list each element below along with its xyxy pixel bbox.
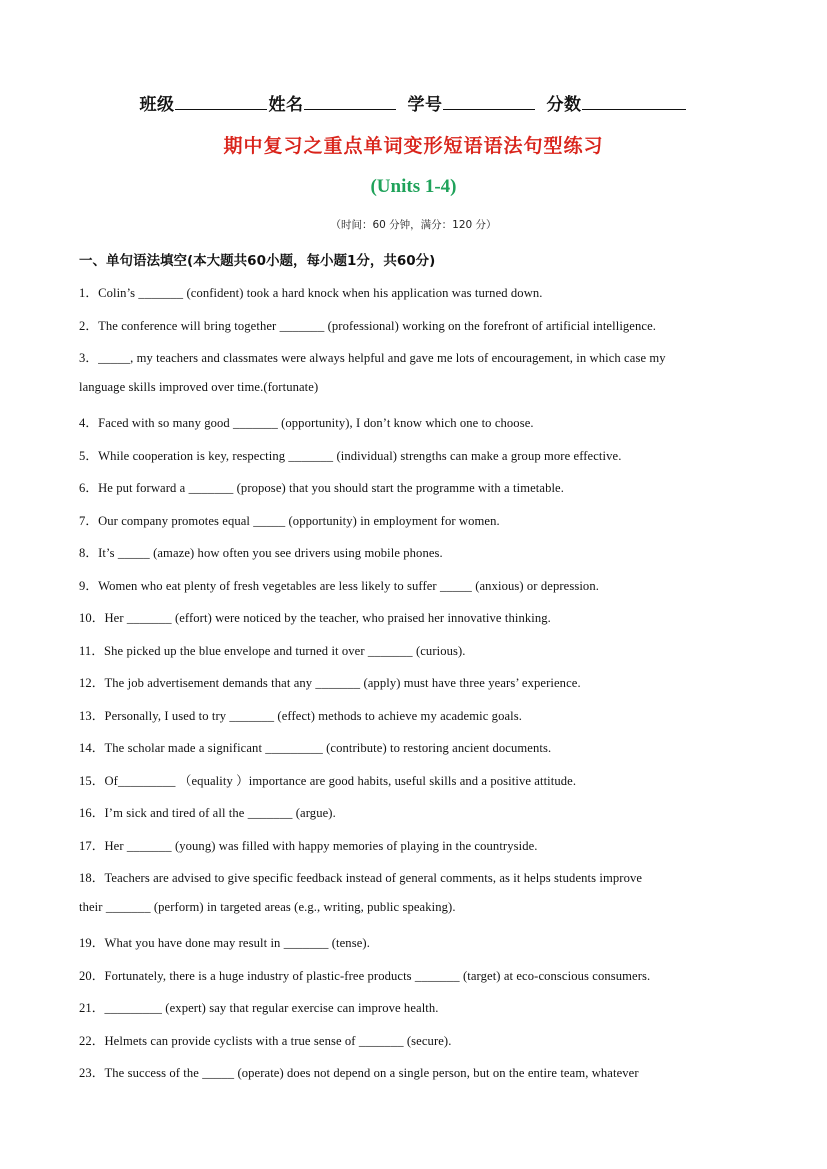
question-line: 2．The conference will bring together _______ (professional) working on the forefront of artificial intelligence. xyxy=(79,319,657,333)
question-line: 3．_____, my teachers and classmates were always helpful and gave me lots of encouragement, in which case my xyxy=(79,351,666,365)
question-line: 17．Her _______ (young) was filled with happy memories of playing in the countryside. xyxy=(79,839,538,853)
student-id-label: 学号 xyxy=(407,95,443,115)
section-title: 一、单句语法填空(本大题共60小题，每小题1分，共60分) xyxy=(79,253,436,269)
page-subtitle: (Units 1-4) xyxy=(370,176,457,197)
question-line: 18．Teachers are advised to give specific feedback instead of general comments, as it helps students improve xyxy=(79,871,643,885)
question-line: 23．The success of the _____ (operate) does not depend on a single person, but on the entire team, whatever xyxy=(79,1066,639,1080)
score-label: 分数 xyxy=(546,95,582,115)
name-label: 姓名 xyxy=(268,95,304,115)
question-line: 6．He put forward a _______ (propose) that you should start the programme with a timetable. xyxy=(79,481,564,495)
question-line: 11．She picked up the blue envelope and turned it over _______ (curious). xyxy=(79,644,466,658)
question-line: 15．Of_________ （equality ）importance are good habits, useful skills and a positive attitude. xyxy=(79,774,577,788)
class-blank xyxy=(175,91,267,110)
question-line: 10．Her _______ (effort) were noticed by the teacher, who praised her innovative thinking. xyxy=(79,611,551,625)
student-info-line xyxy=(0,90,827,115)
question-line: 22．Helmets can provide cyclists with a true sense of _______ (secure). xyxy=(79,1034,452,1048)
student-id-blank xyxy=(443,91,535,110)
question-line: 21．_________ (expert) say that regular exercise can improve health. xyxy=(79,1001,439,1015)
question-line: 8．It’s _____ (amaze) how often you see drivers using mobile phones. xyxy=(79,546,443,560)
name-blank xyxy=(304,91,396,110)
question-line: their _______ (perform) in targeted areas (e.g., writing, public speaking). xyxy=(79,900,456,914)
page-title: 期中复习之重点单词变形短语语法句型练习 xyxy=(223,135,604,157)
question-line: 12．The job advertisement demands that any _______ (apply) must have three years’ experience. xyxy=(79,676,581,690)
question-line: 4．Faced with so many good _______ (opportunity), I don’t know which one to choose. xyxy=(79,416,534,430)
question-line: 20．Fortunately, there is a huge industry of plastic-free products _______ (target) at eco-conscious consumers. xyxy=(79,969,651,983)
question-line: 5．While cooperation is key, respecting _______ (individual) strengths can make a group more effective. xyxy=(79,449,622,463)
score-blank xyxy=(582,91,686,110)
question-line: language skills improved over time.(fortunate) xyxy=(79,380,319,394)
question-line: 14．The scholar made a significant _________ (contribute) to restoring ancient documents. xyxy=(79,741,552,755)
question-line: 1．Colin’s _______ (confident) took a hard knock when his application was turned down. xyxy=(79,286,543,300)
time-score-info: （时间：60 分钟，满分：120 分） xyxy=(330,219,497,231)
class-label: 班级 xyxy=(139,95,175,115)
question-line: 19．What you have done may result in _______ (tense). xyxy=(79,936,370,950)
question-line: 9．Women who eat plenty of fresh vegetables are less likely to suffer _____ (anxious) or depression. xyxy=(79,579,599,593)
question-line: 16．I’m sick and tired of all the _______ (argue). xyxy=(79,806,336,820)
question-line: 13．Personally, I used to try _______ (effect) methods to achieve my academic goals. xyxy=(79,709,523,723)
question-line: 7．Our company promotes equal _____ (opportunity) in employment for women. xyxy=(79,514,500,528)
